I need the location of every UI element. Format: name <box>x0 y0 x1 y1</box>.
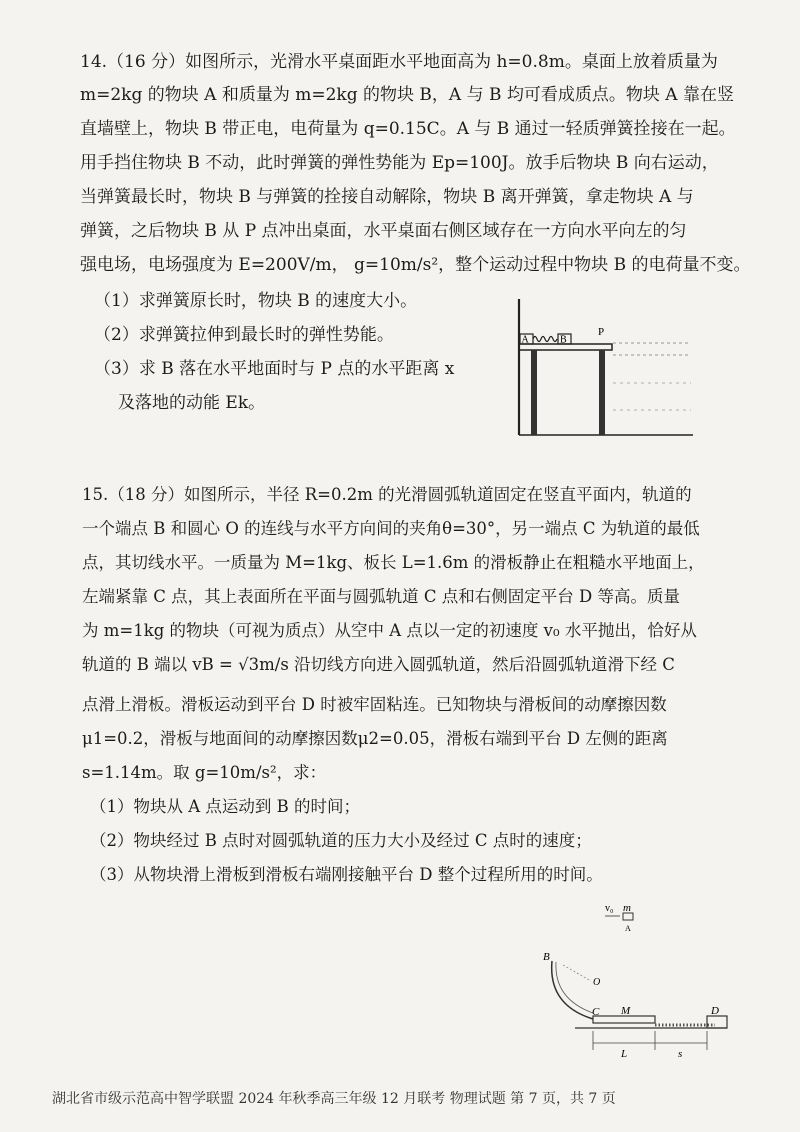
q15-line-5: 为 m=1kg 的物块（可视为质点）从空中 A 点以一定的初速度 v₀ 水平抛出，恰好从 <box>82 621 697 640</box>
q14-question-3-cont: 及落地的动能 Ek。 <box>118 393 266 413</box>
radius-line <box>563 965 591 981</box>
point-c-label: C <box>592 1006 600 1018</box>
q14-line-5: 当弹簧最长时，物块 B 与弹簧的拴接自动解除，物块 B 离开弹簧，拿走物块 A 与 <box>80 187 694 207</box>
q14-line-3: 直墙壁上，物块 B 带正电，电荷量为 q=0.15C。A 与 B 通过一轻质弹簧拴接在一起。 <box>80 119 736 139</box>
q15-line-9: s=1.14m。取 g=10m/s²，求： <box>82 763 327 782</box>
q15-line-8: μ1=0.2，滑板与地面间的动摩擦因数μ2=0.05，滑板右端到平台 D 左侧的距离 <box>82 729 668 748</box>
board-m-label: M <box>621 1005 631 1017</box>
page-footer: 湖北省市级示范高中智学联盟 2024 年秋季高三年级 12 月联考 物理试题 第 7 页，共 7 页 <box>52 1091 616 1107</box>
q15-figure <box>535 895 735 1070</box>
distance-s-label: s <box>678 1048 683 1060</box>
v0-label: v₀ <box>605 903 614 914</box>
q14-figure <box>505 295 695 445</box>
q14-line-6: 弹簧，之后物块 B 从 P 点冲出桌面，水平桌面右侧区域存在一方向水平向左的匀 <box>80 221 687 241</box>
point-p-label: P <box>598 326 605 338</box>
q15-line-1: 15.（18 分）如图所示，半径 R=0.2m 的光滑圆弧轨道固定在竖直平面内，轨道的 <box>82 485 692 504</box>
spring <box>533 337 557 342</box>
mass-block <box>623 913 633 920</box>
q14-line-1: 14.（16 分）如图所示，光滑水平桌面距水平地面高为 h=0.8m。桌面上放着质量为 <box>80 52 718 72</box>
q15-line-2: 一个端点 B 和圆心 O 的连线与水平方向间的夹角θ=30°，另一端点 C 为轨道的最低 <box>82 519 700 538</box>
arc-track-inner <box>556 962 593 1013</box>
q14-line-7: 强电场，电场强度为 E=200V/m， g=10m/s²，整个运动过程中物块 B 的电荷量不变。 <box>80 255 751 275</box>
q15-question-3: （3）从物块滑上滑板到滑板右端刚接触平台 D 整个过程所用的时间。 <box>90 865 603 884</box>
q14-question-2: （2）求弹簧拉伸到最长时的弹性势能。 <box>94 325 394 345</box>
point-a-label: A <box>625 924 631 933</box>
mass-m-label: m <box>623 902 631 914</box>
q15-line-4: 左端紧靠 C 点，其上表面所在平面与圆弧轨道 C 点和右侧固定平台 D 等高。质量 <box>82 587 680 606</box>
q15-question-1: （1）物块从 A 点运动到 B 的时间； <box>90 797 361 816</box>
q14-question-1: （1）求弹簧原长时，物块 B 的速度大小。 <box>94 291 418 311</box>
q15-line-3: 点，其切线水平。一质量为 M=1kg、板长 L=1.6m 的滑板静止在粗糙水平地面上， <box>82 553 705 572</box>
platform-d-label: D <box>711 1005 719 1017</box>
slider-board <box>593 1016 655 1023</box>
q15-question-2: （2）物块经过 B 点时对圆弧轨道的压力大小及经过 C 点时的速度； <box>90 831 592 850</box>
block-a-label: A <box>521 334 529 346</box>
table-leg-right <box>599 350 605 435</box>
table-leg-left <box>531 350 537 435</box>
q14-line-2: m=2kg 的物块 A 和质量为 m=2kg 的物块 B，A 与 B 均可看成质点。物块 A 靠在竖 <box>80 85 734 105</box>
point-b-label: B <box>543 951 550 963</box>
q14-question-3: （3）求 B 落在水平地面时与 P 点的水平距离 x <box>94 359 455 379</box>
point-o-label: O <box>593 977 601 988</box>
block-b-label: B <box>560 334 567 346</box>
length-l-label: L <box>621 1048 628 1060</box>
q15-line-7: 点滑上滑板。滑板运动到平台 D 时被牢固粘连。已知物块与滑板间的动摩擦因数 <box>82 695 667 714</box>
q15-line-6: 轨道的 B 端以 vB = √3m/s 沿切线方向进入圆弧轨道，然后沿圆弧轨道滑下经 C <box>82 655 675 674</box>
platform-d <box>707 1016 727 1028</box>
q14-line-4: 用手挡住物块 B 不动，此时弹簧的弹性势能为 Ep=100J。放手后物块 B 向右运动， <box>80 153 719 173</box>
